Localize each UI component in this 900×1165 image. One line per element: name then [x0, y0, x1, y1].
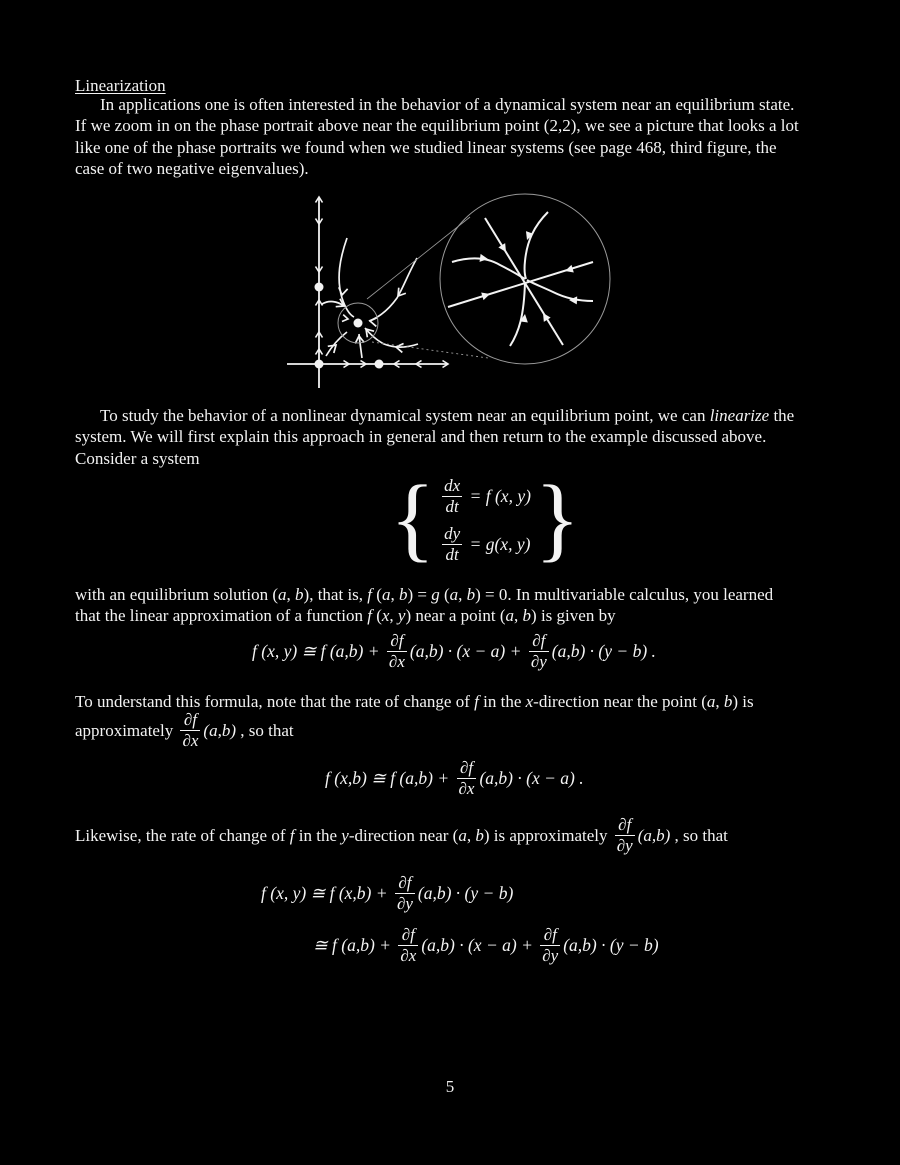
equation-x-direction: f (x,b) ≅ f (a,b) + $\frac{\partial f}{\partial x}$ (a,b) · (x − a) . — [325, 758, 584, 798]
equilibrium-dots — [315, 283, 384, 369]
equation-linear-approximation: f (x, y) ≅ f (a,b) + $\frac{\partial f}{\partial x}$ (a,b) · (x − a) + $\frac{\partial f}{\partial y}$ (a,b) · (y − b) . — [252, 631, 656, 671]
left-brace: { — [390, 467, 436, 571]
phase-portrait-figure — [282, 186, 617, 393]
equation-xy-line2: ≅ f (a,b) + $\frac{\partial f}{\partial x}$ (a,b) · (x − a) + $\frac{\partial f}{\partial y}$ (a,b) · (y − b) — [313, 925, 659, 965]
dot-y-axis — [315, 283, 324, 292]
trajectories — [322, 238, 418, 358]
dot-origin — [315, 360, 324, 369]
dot-x-axis — [375, 360, 384, 369]
dot-equilibrium-2-2 — [354, 319, 363, 328]
paragraph-linearize: To study the behavior of a nonlinear dynamical system near an equilibrium point, we can linearize the system. We will first explain this approach in general and then return to the example discussed above. Consider a system — [75, 406, 795, 468]
paragraph-x-direction: To understand this formula, note that the rate of change of f in the x-direction near the point (a, b) is approximately $\frac{\partial f}{\partial x}$ (a,b) , so that — [75, 692, 754, 751]
paragraph-equilibrium: with an equilibrium solution (a, b), that is, f (a, b) = g (a, b) = 0. In multivariable calculus, you learned that the linear approximation of a function f (x, y) near a point (a, b) is given by — [75, 585, 774, 626]
right-brace: } — [534, 467, 581, 571]
page-number: 5 — [445, 1077, 455, 1096]
y-axis — [316, 197, 323, 388]
x-axis — [287, 361, 448, 368]
paragraph-y-direction: Likewise, the rate of change of f in the y-direction near (a, b) is approximately $\frac{\partial f}{\partial y}$ (a,b) , so that — [75, 815, 728, 855]
equation-dx-dt: $\frac{dx}{dt}$ = f (x, y) — [444, 476, 531, 516]
zoom-line-upper — [367, 217, 470, 299]
equation-xy-line1: f (x, y) ≅ f (x,b) + $\frac{\partial f}{\partial y}$ (a,b) · (y − b) — [261, 873, 514, 913]
eigendirection-steep — [485, 218, 563, 345]
magnified-phase-portrait — [448, 212, 593, 346]
equation-dy-dt: $\frac{dy}{dt}$ = g(x, y) — [444, 524, 531, 564]
equation-system — [390, 467, 581, 571]
page-title: Linearization — [75, 76, 166, 95]
paragraph-intro: In applications one is often interested in the behavior of a dynamical system near an equilibrium state. If we zoom in on the phase portrait above near the equilibrium point (2,2), we see a picture that looks a lot like one of the phase portraits we found when we studied linear systems (see page 468, third figure, the case of two negative eigenvalues). — [75, 95, 799, 179]
